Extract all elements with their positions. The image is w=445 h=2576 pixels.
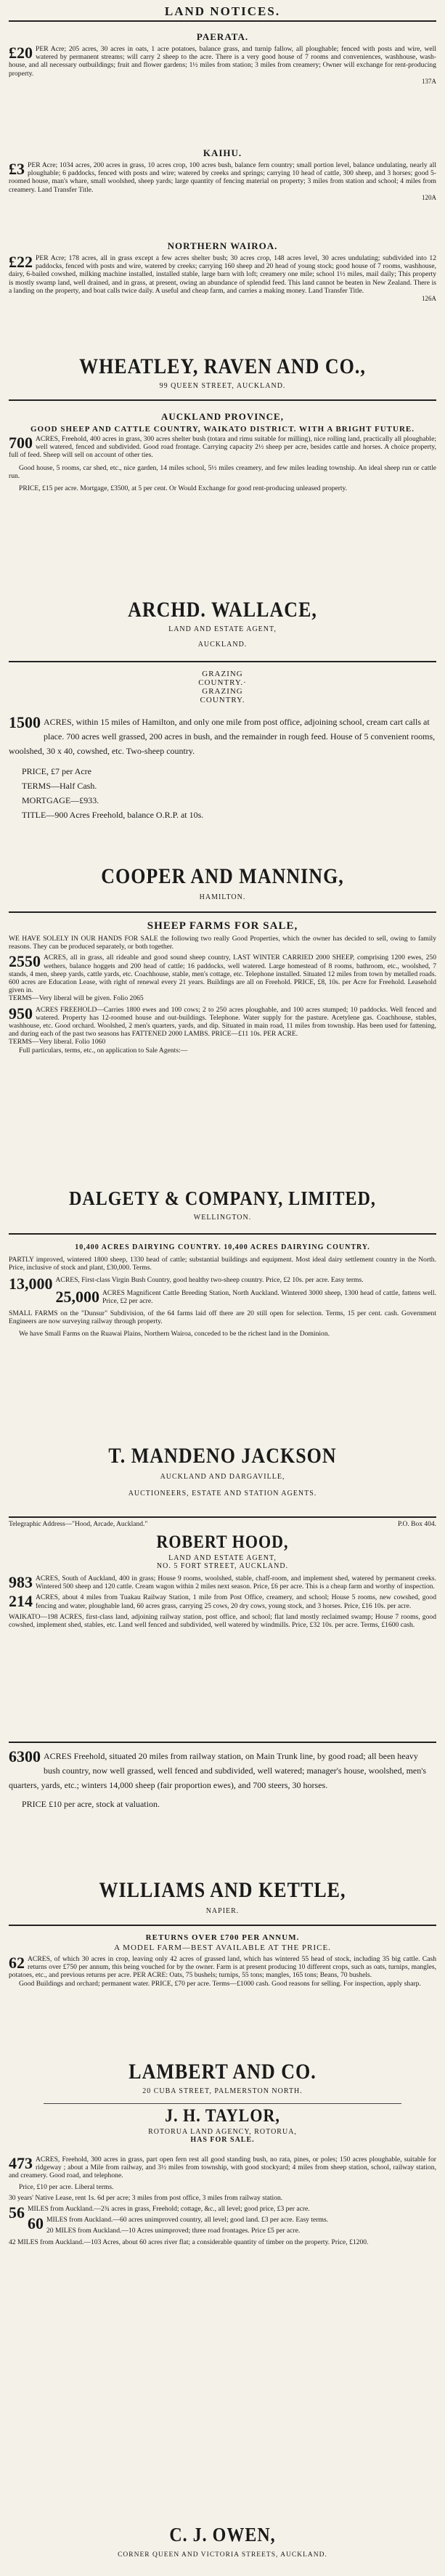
ad-text: 30 years' Native Lease, rent 1s. 6d per acre; 3 miles from post office, 3 miles from railway station. (9, 2193, 283, 2202)
firm-name: WHEATLEY, RAVEN AND CO., (79, 356, 366, 379)
firm-name: WILLIAMS AND KETTLE, (99, 1880, 346, 1903)
firm-mandeno-jackson (9, 1445, 436, 1498)
divider (9, 20, 436, 22)
ad-heading: AUCKLAND PROVINCE, (161, 411, 284, 422)
firm-line-2: AUCTIONEERS, ESTATE AND STATION AGENTS. (128, 1490, 317, 1498)
ad-acreage: 700 (9, 434, 33, 452)
listing-price: £22 (9, 253, 33, 271)
ad-text: ACRES, within 15 miles of Hamilton, and only one mile from post office, adjoining school, cream cart calls at place. 700 acres well grassed, 200 acres in bush, and the remainder in rough feed. House of 5 convenient rooms, woolshed, 30 x 40, cowshed, etc. Two-sheep country. (9, 717, 436, 756)
ad-subheading: GOOD SHEEP AND CATTLE COUNTRY, WAIKATO DISTRICT. WITH A BRIGHT FUTURE. (30, 425, 415, 434)
ad-acreage: 56 (9, 2203, 25, 2222)
divider (44, 2103, 401, 2104)
divider (9, 1233, 436, 1235)
ad-auckland-province (9, 409, 436, 599)
ad-rotorua (9, 2156, 436, 2526)
firm-name: DALGETY & COMPANY, LIMITED, (69, 1190, 376, 1210)
listing-price: £3 (9, 160, 25, 178)
firm-name: ARCHD. WALLACE, (128, 599, 317, 622)
firm-name: COOPER AND MANNING, (101, 866, 344, 889)
firm-line-1: LAND AND ESTATE AGENT, (168, 625, 277, 633)
ad-text: ACRES, First-class Virgin Bush Country, good healthy two-sheep country. Price, £2 10s. per acre. Easy terms. (55, 1276, 364, 1285)
firm-name: C. J. OWEN, (169, 2526, 276, 2546)
ad-text: 20 MILES from Auckland.—10 Acres unimproved; three road frontages. Price £5 per acre. (46, 2227, 301, 2235)
ad-heading: GRAZING COUNTRY.· GRAZING COUNTRY. (198, 670, 247, 704)
firm-williams-kettle (9, 1880, 436, 1915)
ad-acreage: 62 (9, 1954, 25, 1972)
telegraphic-address: Telegraphic Address—"Hood, Arcade, Auckland." (9, 1521, 148, 1528)
firm-name: T. MANDENO JACKSON (108, 1445, 337, 1468)
ad-acreage: 25,000 (55, 1287, 99, 1306)
firm-name: J. H. TAYLOR, (165, 2106, 280, 2126)
ad-6300-acres (9, 1749, 436, 1878)
firm-address: 20 CUBA STREET, PALMERSTON NORTH. (142, 2087, 303, 2095)
firm-dalgety (9, 1190, 436, 1222)
ad-price: PRICE, £15 per acre. Mortgage, £3500, at 5 per cent. Or Would Exchange for good rent-producing unleased property. (19, 484, 348, 493)
firm-owen (9, 2526, 436, 2559)
firm-address: 99 QUEEN STREET, AUCKLAND. (159, 382, 286, 390)
divider (9, 1516, 436, 1518)
firm-wheatley (9, 356, 436, 390)
listing-ref: 137A (422, 77, 436, 85)
agent-name: ROBERT HOOD, (156, 1531, 289, 1552)
listing-district: PAERATA. (196, 31, 249, 42)
ad-text: PARTLY improved, wintered 1800 sheep, 1330 head of cattle; substantial buildings and equipment. Most ideal dairy settlement country in the North. Price, inclusive of stock and plant, £30,000. Terms. (9, 1256, 436, 1272)
ad-terms: TERMS—Very liberal will be given. Folio 2065 (9, 994, 144, 1003)
divider (9, 661, 436, 662)
listing-ref: 126A (422, 295, 436, 303)
ad-acreage: 60 (28, 2214, 44, 2233)
ad-subheading: A MODEL FARM—BEST AVAILABLE AT THE PRICE. (114, 1943, 331, 1952)
ad-text: We have Small Farms on the Ruawai Plains, Northern Wairoa, conceded to be the richest land in the Dominion. (19, 1330, 330, 1338)
ad-price: PRICE, £7 per Acre (22, 766, 91, 776)
ad-text: ACRES Magnificent Cattle Breeding Station, North Auckland. Wintered 3000 sheep, 1300 head of cattle, fattens well. Price, £2 per acre. (102, 1288, 436, 1305)
ad-model-farm (9, 1932, 436, 2063)
firm-address: NAPIER. (205, 1907, 240, 1915)
ad-heading: SHEEP FARMS FOR SALE, (147, 920, 298, 932)
ad-terms: TERMS—Half Cash. (22, 781, 97, 791)
ad-acreage: 983 (9, 1573, 33, 1591)
ad-text: ACRES FREEHOLD—Carries 1800 ewes and 100 cows; 2 to 250 acres ploughable, and 100 acres stumped; 10 paddocks. Well fenced and watered. Property has 12-roomed house and out-buildings. Telephone. Water supply for the pasture. Acetylene gas. Coachhouse, stables, washhouse, etc. Good orchard. Woolshed, 2 men's quarters, yards, and dip. Situated in main road, 11 miles from township. Has been used for fattening, and during each of the past two seasons has FATTENED 2000 LAMBS. PRICE—£11 10s. PER ACRE. (9, 1005, 436, 1039)
listing-northern-wairoa (9, 238, 436, 354)
ad-robert-hood (9, 1521, 436, 1747)
agent-line-2: NO. 5 FORT STREET, AUCKLAND. (156, 1562, 289, 1570)
ad-text: ACRES, South of Auckland, 400 in grass; House 9 rooms, woolshed, stable, chaff-room, and implement shed, watered by permanent creeks. Wintered 500 sheep and 120 cattle. Cream wagon within 2 miles next season. Price, £6 per acre. This is a cheap farm and worthy of inspection. (36, 1575, 436, 1591)
ad-text: MILES from Auckland.—2¾ acres in grass, Freehold; cottage, &c., all level; good price, £3 per acre. (28, 2205, 310, 2214)
ad-text: ACRES, of which 30 acres in crop, leaving only 42 acres of grassed land, which has wintered 55 head of stock, including 35 big cattle. Cash returns over £750 per annum, this being vouched for by the owner. Farm is at present producing 10 different crops, such as oats, turnips, mangles, potatoes, etc., and previous returns per acre. PER ACRE: Oats, 75 bushels; turnips, 55 tons; mangles, 165 tons; Beans, 70 bushels. (9, 1955, 436, 1980)
ad-dairying-country (9, 1242, 436, 1445)
ad-text-2: Good house, 5 rooms, car shed, etc., nice garden, 14 miles school, 5½ miles creamery, and few miles leading township. An ideal sheep run or cattle run. (9, 463, 436, 480)
firm-line-1: AUCKLAND AND DARGAVILLE, (160, 1473, 285, 1481)
ad-text: Price, £10 per acre. Liberal terms. (19, 2182, 114, 2191)
firm-lambert (9, 2061, 436, 2095)
ad-text: ACRES Freehold, situated 20 miles from railway station, on Main Trunk line, by good road; all been heavy bush country, now well grassed, well fenced and subdivided, well watered; manager's house, woolshed, men's quarters, yards, etc.; winters 14,000 sheep (fair proportion ewes), and 700 steers, 30 horses. (9, 1751, 427, 1790)
listing-text: PER Acre; 205 acres, 30 acres in oats, 1 acre potatoes, balance grass, and turnip fallow, all ploughable; fenced with posts and wire, well watered by permanent streams; will carry 2 sheep to the acre. There is a very good house of 7 rooms and conveniences, washhouse, wash-house, and all necessary outbuildings; fruit and flower gardens; 1½ miles from station; 3 miles from creamery; Owner will exchange for rent-producing property. (9, 45, 436, 78)
agent-line-1: LAND AND ESTATE AGENT, (168, 1554, 277, 1562)
divider (9, 1925, 436, 1926)
divider (9, 1742, 436, 1743)
listing-text: PER Acre; 1034 acres, 200 acres in grass, 10 acres crop, 100 acres bush, balance fern country; small portion level, balance undulating, nearly all ploughable; 6 paddocks, fenced with posts and wire; watered by creeks and springs; carrying 10 head of cattle, 300 sheep, and 3 horses; good 5-roomed house, man's whare, small woolshed, sheep yards; large quantity of fencing material on property; 3 miles from station and school; 4 miles from creamery. Land Transfer Title. (9, 161, 436, 194)
ad-heading: RETURNS OVER £700 PER ANNUM. (145, 1933, 300, 1942)
ad-price: PRICE £10 per acre, stock at valuation. (22, 1799, 160, 1809)
ad-text: ACRES, about 4 miles from Tuakau Railway Station, 1 mile from Post Office, creamery, and school; House 5 rooms, new cowshed, good fencing and water, ploughable land, 60 acres grass, carrying 25 cows, 20 dry cows, young stock, and 3 horses. Price, £16 10s. per acre. (36, 1593, 436, 1610)
firm-name: LAMBERT AND CO. (128, 2061, 317, 2084)
listing-text: PER Acre; 178 acres, all in grass except a few acres shelter bush; 30 acres crop, 148 acres level, 30 acres undulating; subdivided into 12 paddocks, fenced with posts and wire, watered by creeks; carrying 160 sheep and 20 head of young stock; good house of 7 rooms, washhouse, dairy, 6-bailed cowshed, milking machine installed, installed stable, large barn with loft; creamery one mile; school 1½ miles, mail daily; This property is mostly swamp land, well drained, and in grass, at present, owing an abundance of splendid feed. This land cannot be beaten in New Zealand. There is a landing on the property, and boat calls twice daily. A useful and cheap farm, and carries a making money. Land Transfer Title. (9, 254, 436, 295)
firm-address: WELLINGTON. (193, 1214, 252, 1222)
ad-text-2: Good Buildings and orchard; permanent water. PRICE, £70 per acre. Terms—£1000 cash. Good reasons for selling. For inspection, apply sharp. (19, 1979, 421, 1988)
firm-cooper-manning (9, 866, 436, 901)
ad-text: SMALL FARMS on the "Dunsur" Subdivision, of the 64 farms laid off there are 20 still open for selection. Terms, 15 per cent. cash. Government Engineers are now surveying railway through property. (9, 1309, 436, 1326)
ad-heading: 10,400 ACRES DAIRYING COUNTRY. 10,400 ACRES DAIRYING COUNTRY. (75, 1243, 370, 1251)
divider (9, 911, 436, 913)
ad-text: 42 MILES from Auckland.—103 Acres, about 60 acres river flat; a considerable quantity of timber on the property. Price, £1200. (9, 2238, 369, 2246)
ad-text: ACRES, Freehold, 400 acres in grass, 300 acres shelter bush (totara and rimu suitable for milling), nice rolling land, practically all ploughable; well watered, fenced and subdivided. Good road frontage. Carrying capacity 2½ sheep per acre, besides cattle and horses. A choice property, full of feed. Sheep will sell on account of other ties. (9, 435, 436, 460)
firm-line-1: ROTORUA LAND AGENCY, ROTORUA, (148, 2128, 297, 2136)
ad-acreage: 2550 (9, 952, 41, 971)
ad-text: WAIKATO—198 ACRES, first-class land, adjoining railway station, post office, and school; flat land mostly reclaimed swamp; House 7 rooms, good cowshed, implement shed, stables, etc. Land well fenced and subdivided, well watered by windmills. Price, £32 10s. per acre. Terms, £1600 cash. (9, 1612, 436, 1630)
ad-grazing-country (9, 670, 436, 857)
page-title: LAND NOTICES. (164, 4, 281, 18)
listing-kaihu (9, 145, 436, 247)
ad-acreage: 950 (9, 1004, 33, 1023)
ad-acreage: 6300 (9, 1749, 41, 1766)
firm-address: CORNER QUEEN AND VICTORIA STREETS, AUCKLAND. (118, 2551, 327, 2559)
ad-acreage: 214 (9, 1592, 33, 1611)
ad-mortgage: MORTGAGE—£933. (22, 795, 99, 805)
divider (9, 399, 436, 401)
ad-text: MILES from Auckland.—60 acres unimproved country, all level; good land. £3 per acre. Easy terms. (46, 2216, 329, 2224)
firm-wallace (9, 599, 436, 649)
ad-title: TITLE—900 Acres Freehold, balance O.R.P. at 10s. (22, 810, 204, 820)
listing-price: £20 (9, 44, 33, 62)
ad-intro: WE HAVE SOLELY IN OUR HANDS FOR SALE the following two really Good Properties, which the owner has decided to sell, owing to family reasons. They can be produced separately, or both together. (9, 935, 436, 951)
ad-footer: Full particulars, terms, etc., on application to Sale Agents:— (19, 1046, 188, 1055)
firm-address: HAMILTON. (199, 893, 246, 901)
listing-ref: 120A (422, 193, 436, 201)
ad-acreage: 1500 (9, 713, 41, 731)
firm-line-2: HAS FOR SALE. (190, 2136, 255, 2144)
ad-acreage: 13,000 (9, 1275, 53, 1293)
listing-district: KAIHU. (203, 147, 242, 158)
ad-acreage: 473 (9, 2156, 33, 2172)
firm-taylor (9, 2106, 436, 2144)
ad-terms: TERMS—Very liberal. Folio 1060 (9, 1038, 106, 1047)
firm-line-2: AUCKLAND. (197, 641, 248, 649)
listing-district: NORTHERN WAIROA. (167, 240, 278, 251)
ad-sheep-farms (9, 918, 436, 1192)
ad-text: ACRES, Freehold, 300 acres in grass, part open fern rest all good standing bush, no rata, pines, or poles; 150 acres ploughable, suitable for ridgeway ; about a Mile from railway, and 3½ miles from township, with good stockyard; 4 miles from sheep station, school, railway station, and creamery. Good road, and telephone. (9, 2156, 436, 2180)
ad-text: ACRES, all in grass, all rideable and good sound sheep country, LAST WINTER CARRIED 2000 SHEEP, comprising 1200 ewes, 250 wethers, balance hoggets and 200 head of cattle; 16 paddocks, well watered. Large homestead of 8 rooms, bathroom, etc., woolshed, 7 stands, 4 men, sheep yards, cattle yards, etc. Coachhouse, stable, men's cottage, etc. Telephone installed. Situated 12 miles from town by metalled roads. 600 acres are Education Lease, with right of renewal every 21 years. Buildings are all on Freehold. PRICE, £8, 10s. per Acre for Freehold. Leasehold given in. (9, 954, 436, 995)
po-box: P.O. Box 404. (397, 1521, 436, 1528)
